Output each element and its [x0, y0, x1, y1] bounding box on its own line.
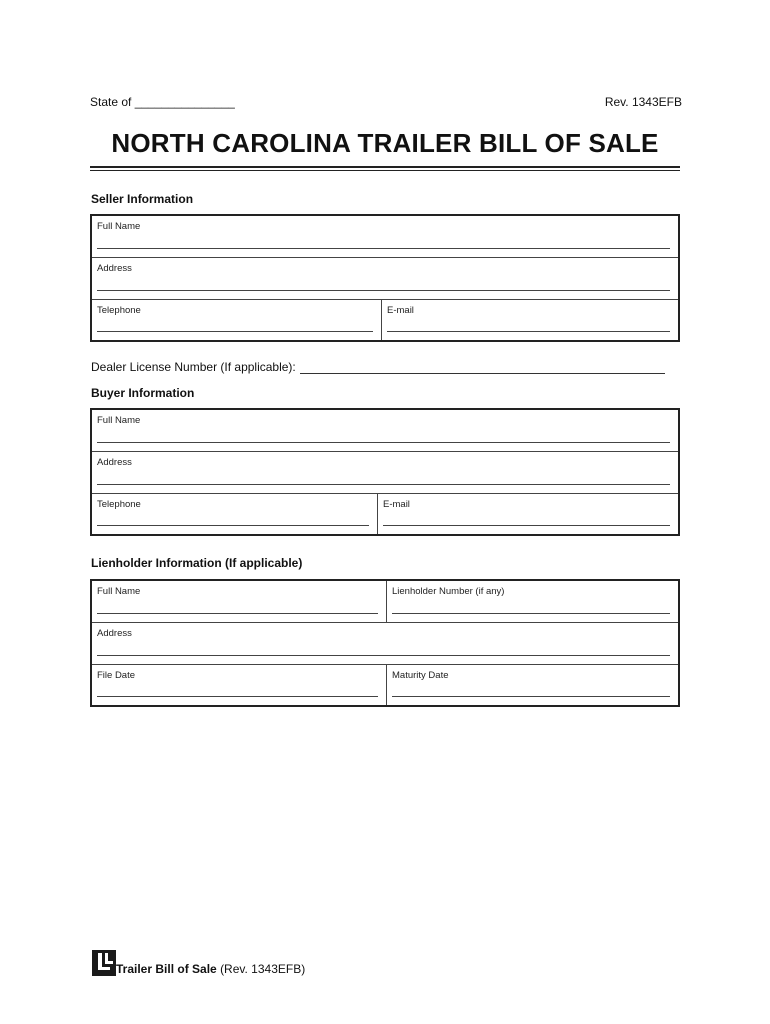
lienholder-maturity-date-label: Maturity Date	[392, 670, 449, 681]
seller-section-heading: Seller Information	[91, 192, 194, 206]
lienholder-address-label: Address	[97, 628, 132, 639]
seller-address-label: Address	[97, 263, 132, 274]
buyer-full-name-label: Full Name	[97, 415, 141, 426]
seller-email-cell	[381, 300, 678, 340]
buyer-section-heading: Buyer Information	[91, 386, 195, 400]
buyer-telephone-input[interactable]	[97, 525, 369, 526]
buyer-email-cell	[377, 494, 678, 534]
lienholder-section-heading: Lienholder Information (If applicable)	[91, 556, 303, 570]
revision-number: Rev. 1343EFB	[604, 95, 682, 109]
seller-full-name-row	[92, 216, 678, 258]
lienholder-dates-row	[92, 665, 678, 705]
brand-logo-icon	[92, 950, 116, 976]
state-of-field: State of _______________	[90, 95, 235, 109]
lienholder-file-date-label: File Date	[97, 670, 136, 681]
title-rule-thin	[90, 170, 680, 171]
buyer-full-name-input[interactable]	[97, 442, 670, 443]
lienholder-number-label: Lienholder Number (if any)	[392, 586, 505, 597]
buyer-full-name-row	[92, 410, 678, 452]
dealer-license-field	[91, 360, 665, 374]
footer-revision: (Rev. 1343EFB)	[220, 962, 306, 976]
dealer-license-label: Dealer License Number (If applicable):	[91, 360, 296, 374]
buyer-info-box	[90, 408, 680, 536]
seller-info-box	[90, 214, 680, 342]
lienholder-full-name-input[interactable]	[97, 613, 378, 614]
seller-telephone-label: Telephone	[97, 305, 141, 316]
lienholder-number-cell	[386, 581, 678, 622]
seller-email-input[interactable]	[387, 331, 670, 332]
title-rule-thick	[90, 166, 680, 168]
buyer-contact-row	[92, 494, 678, 534]
seller-email-label: E-mail	[387, 305, 414, 316]
footer-doc-name: Trailer Bill of Sale	[116, 962, 217, 976]
lienholder-file-date-cell	[92, 665, 386, 705]
seller-telephone-input[interactable]	[97, 331, 373, 332]
lienholder-file-date-input[interactable]	[97, 696, 378, 697]
lienholder-full-name-cell	[92, 581, 386, 622]
buyer-telephone-cell	[92, 494, 377, 534]
buyer-telephone-label: Telephone	[97, 499, 141, 510]
lienholder-maturity-date-cell	[386, 665, 678, 705]
lienholder-number-input[interactable]	[392, 613, 670, 614]
lienholder-maturity-date-input[interactable]	[392, 696, 670, 697]
lienholder-name-row	[92, 581, 678, 623]
seller-address-input[interactable]	[97, 290, 670, 291]
buyer-email-label: E-mail	[383, 499, 410, 510]
buyer-email-input[interactable]	[383, 525, 670, 526]
footer-text	[116, 962, 305, 976]
lienholder-info-box	[90, 579, 680, 707]
seller-contact-row	[92, 300, 678, 340]
page-title: NORTH CAROLINA TRAILER BILL OF SALE	[111, 128, 659, 158]
buyer-address-label: Address	[97, 457, 132, 468]
dealer-license-input[interactable]	[300, 361, 665, 374]
seller-address-row	[92, 258, 678, 300]
lienholder-full-name-label: Full Name	[97, 586, 141, 597]
lienholder-address-input[interactable]	[97, 655, 670, 656]
lienholder-address-row	[92, 623, 678, 665]
seller-telephone-cell	[92, 300, 381, 340]
buyer-address-row	[92, 452, 678, 494]
seller-full-name-input[interactable]	[97, 248, 670, 249]
seller-full-name-label: Full Name	[97, 221, 141, 232]
buyer-address-input[interactable]	[97, 484, 670, 485]
